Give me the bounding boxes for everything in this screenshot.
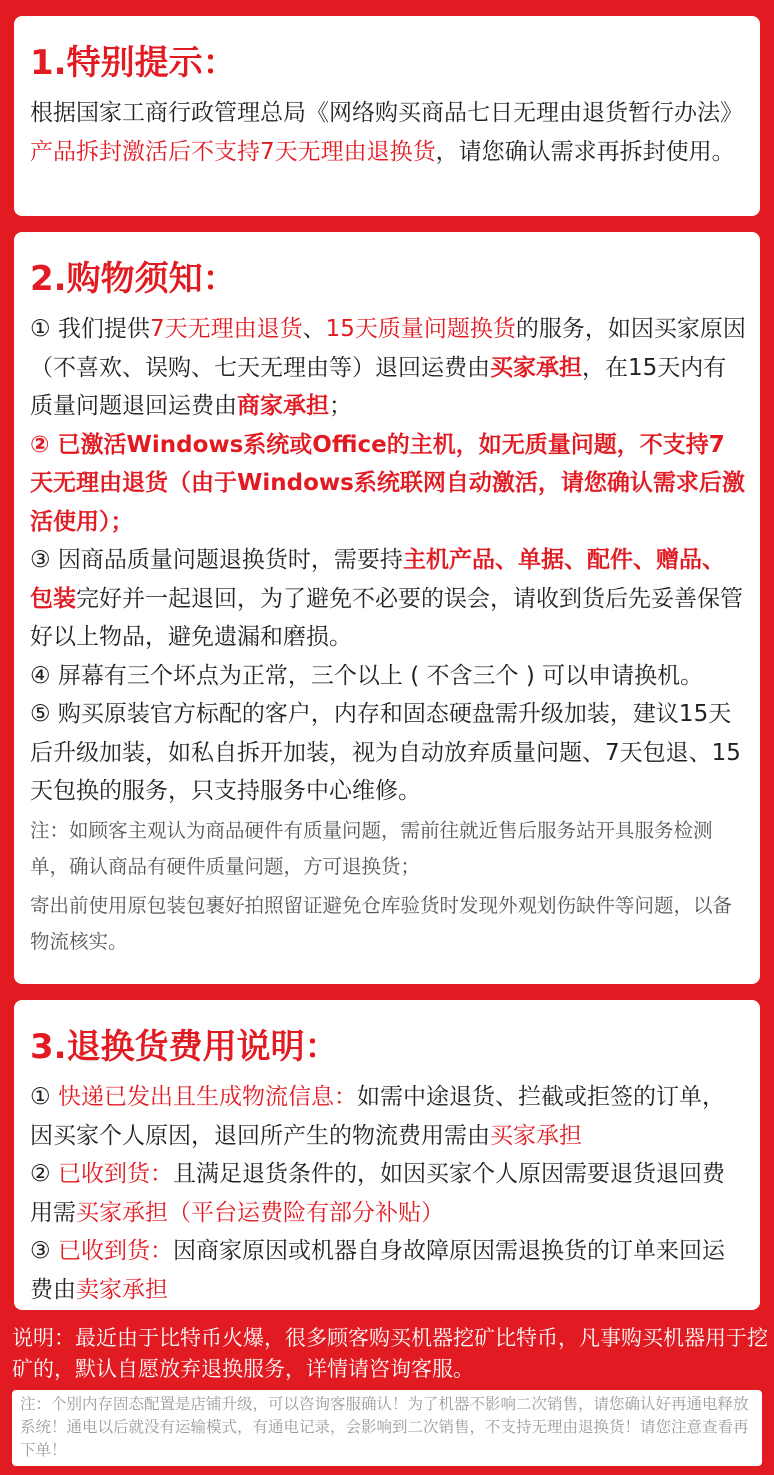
mining-explanation: 说明：最近由于比特币火爆，很多顾客购买机器挖矿比特币，凡事购买机器用于挖矿的，默认自愿放弃退换服务，详情请咨询客服。 <box>12 1326 768 1381</box>
fee-item1-num: ① <box>30 1084 58 1110</box>
section-title-fees: 3.退换货费用说明： <box>30 1027 339 1067</box>
item1-highlight-15day: 15天质量问题换货 <box>325 316 516 342</box>
fee-item-3 <box>30 1232 746 1309</box>
item1-highlight-merchant: 商家承担 <box>237 393 329 419</box>
item1-highlight-buyer: 买家承担 <box>490 354 582 381</box>
item3-text-c: 完好并一起退回，为了避免不必要的误会，请收到货后先妥善保管好以上物品，避免遗漏和磨损。 <box>30 585 743 650</box>
shopping-item-4: ④ 屏幕有三个坏点为正常，三个以上 ( 不含三个 ) 可以申请换机。 <box>30 662 704 689</box>
fee-item-2 <box>30 1155 746 1232</box>
special-notice-end: ，请您确认需求再拆封使用。 <box>435 138 735 165</box>
fee-item1-label: 快递已发出且生成物流信息： <box>57 1084 357 1110</box>
fee-item3-highlight: 卖家承担 <box>76 1276 168 1303</box>
item1-text-g: ，在15天内有质量问题退回运费由 <box>30 354 727 419</box>
item1-text-e: 的服务，如因买家原因（不喜欢、误购、七天无理由等）退回运费由 <box>30 316 746 381</box>
item1-text-a: ① 我们提供 <box>30 316 150 342</box>
item1-highlight-7day: 7天无理由退货 <box>149 316 303 342</box>
fee-item1-text: 如需中途退货、拦截或拒签的订单，因买家个人原因，退回所产生的物流费用需由 <box>30 1084 725 1149</box>
fee-item3-num: ③ <box>30 1238 58 1264</box>
notice-card-shopping <box>14 232 760 984</box>
shopping-note-1: 注：如顾客主观认为商品硬件有质量问题，需前往就近售后服务站开具服务检测单，确认商品有硬件质量问题，方可退换货； <box>30 818 713 878</box>
item1-text-c: 、 <box>302 316 326 342</box>
section-title-shopping: 2.购物须知： <box>30 259 237 299</box>
item1-text-i: ； <box>329 393 352 419</box>
fee-item2-highlight: 买家承担（平台运费险有部分补贴） <box>76 1199 444 1226</box>
item3-text-a: ③ 因商品质量问题退换货时，需要持 <box>30 547 403 573</box>
shopping-note-2: 寄出前使用原包装包裹好拍照留证避免仓库验货时发现外观划伤缺件等问题，以备物流核实。 <box>30 893 733 953</box>
shopping-item-5: ⑤ 购买原装官方标配的客户，内存和固态硬盘需升级加装，建议15天后升级加装，如私自拆开加装，视为自动放弃质量问题、7天包退、15天包换的服务，只支持服务中心维修。 <box>30 701 741 804</box>
special-notice-lead: 根据国家工商行政管理总局《网络购买商品七日无理由退货暂行办法》 <box>30 100 743 126</box>
item3-highlight: 主机产品、单据、配件、赠品、包装 <box>30 547 725 612</box>
fee-item2-num: ② <box>30 1161 58 1187</box>
fee-item3-text: 因商家原因或机器自身故障原因需退换货的订单来回运费由 <box>30 1238 725 1303</box>
shopping-item-1 <box>30 310 746 426</box>
notice-card-special <box>14 16 760 216</box>
special-notice-highlight: 产品拆封激活后不支持7天无理由退换货 <box>30 138 436 165</box>
fee-item2-text: 且满足退货条件的，如因买家个人原因需要退货退回费用需 <box>30 1161 725 1226</box>
fee-item1-highlight: 买家承担 <box>490 1122 582 1149</box>
section-title-special: 1.特别提示： <box>30 43 237 83</box>
shopping-item-3 <box>30 541 746 657</box>
shopping-item-2: ② 已激活Windows系统或Office的主机，如无质量问题，不支持7天无理由退货（由于Windows系统联网自动激活，请您确认需求后激活使用）； <box>30 431 745 535</box>
special-notice-text <box>30 94 746 171</box>
footnote-box: 注：个别内存固态配置是店铺升级，可以咨询客服确认！为了机器不影响二次销售，请您确认好再通电释放系统！通电以后就没有运输模式，有通电记录，会影响到二次销售，不支持无理由退换货！请您注意查看再下单！ <box>12 1390 762 1466</box>
fee-item-1 <box>30 1078 746 1155</box>
fee-item3-label: 已收到货： <box>57 1238 173 1264</box>
fee-item2-label: 已收到货： <box>57 1161 173 1187</box>
notice-card-fees <box>14 1000 760 1310</box>
